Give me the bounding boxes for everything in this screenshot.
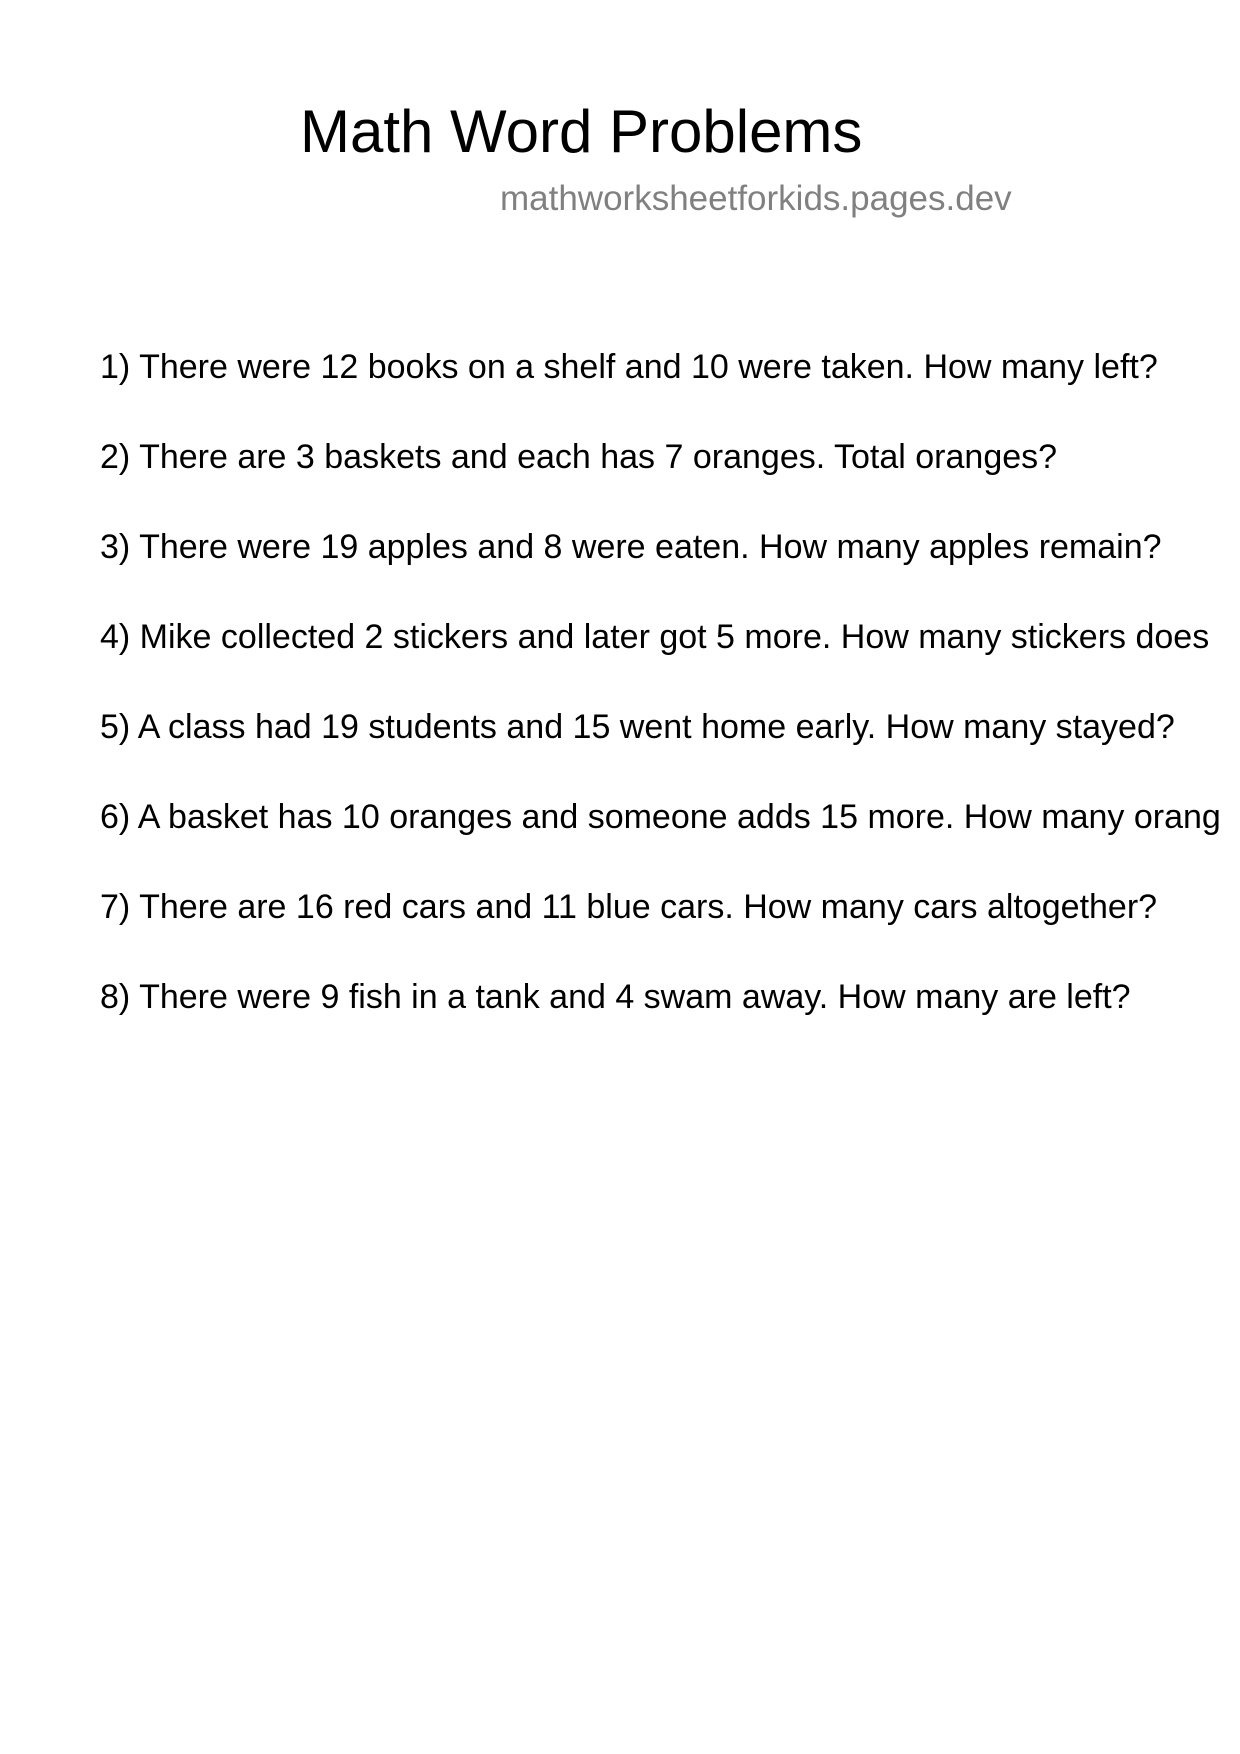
page-title: Math Word Problems — [300, 98, 863, 165]
problem-item: 3) There were 19 apples and 8 were eaten. How many apples remain? — [100, 528, 1162, 566]
problem-item: 6) A basket has 10 oranges and someone adds 15 more. How many orang — [100, 798, 1221, 836]
problem-item: 8) There were 9 fish in a tank and 4 swam away. How many are left? — [100, 978, 1131, 1016]
problem-item: 7) There are 16 red cars and 11 blue cars. How many cars altogether? — [100, 888, 1158, 926]
problem-item: 1) There were 12 books on a shelf and 10 were taken. How many left? — [100, 348, 1158, 386]
problem-item: 4) Mike collected 2 stickers and later got 5 more. How many stickers does — [100, 618, 1210, 656]
problem-item: 2) There are 3 baskets and each has 7 oranges. Total oranges? — [100, 438, 1058, 476]
site-url: mathworksheetforkids.pages.dev — [500, 179, 1012, 218]
problem-list — [100, 345, 1240, 1065]
problem-item: 5) A class had 19 students and 15 went home early. How many stayed? — [100, 708, 1175, 746]
